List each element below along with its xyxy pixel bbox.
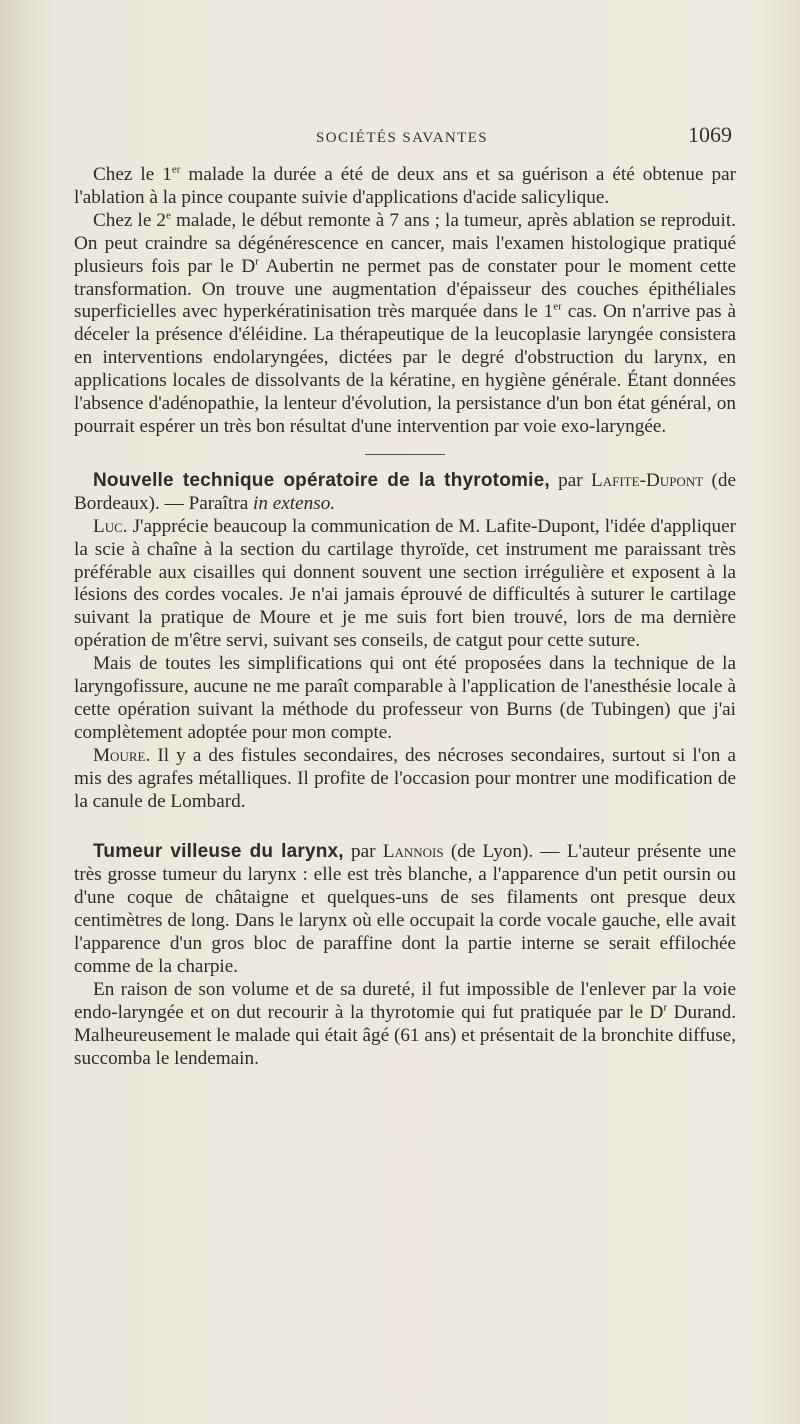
paragraph-text: (de Lyon). — L'auteur présente une très grosse tumeur du larynx : elle est très blanche, a l'apparence d'un petit oursin ou d'une coque de châtaigne et quelques-uns de ses filaments ont presque deux centimètres de long. Dans le larynx où elle occupait la corde vocale gauche, elle avait l'apparence d'un gros bloc de paraffine dont la partie interne se serait effilochée comme de la charpie. bbox=[74, 841, 737, 977]
paragraph-text: J'apprécie beaucoup la communication de M. Lafite-Dupont, l'idée d'appliquer la scie à chaîne à la section du cartilage thyroïde, cet instrument me paraissant très préférable aux cisailles qui donnent souvent une section irrégulière et exposent à la lésions des cordes vocales. Je n'ai jamais éprouvé de difficultés à suturer le cartilage suivant la pratique de Moure et je me suis fort bien trouvé, lors de ma dernière opération de m'être servi, suivant ses conseils, de catgut pour cette suture. bbox=[74, 515, 736, 652]
paragraph-tumor-outcome bbox=[74, 979, 736, 1071]
paragraph-text: malade la durée a été de deux ans et sa guérison a été obtenue par l'ablation à la pince coupante suivie d'applications d'acide salicylique. bbox=[74, 164, 737, 208]
paragraph-text: (de Bordeaux). — Paraîtra bbox=[74, 469, 736, 514]
superscript: e bbox=[166, 209, 171, 222]
superscript: r bbox=[663, 1001, 668, 1014]
running-header bbox=[74, 122, 732, 152]
paragraph-text: Il y a des fistules secondaires, des nécroses secondaires, surtout si l'on a mis des agrafes métalliques. Il profite de l'occasion pour montrer une modification de la canule de Lombard. bbox=[74, 744, 736, 812]
speaker-name: Luc. bbox=[93, 515, 128, 537]
header-title: SOCIÉTÉS SAVANTES bbox=[316, 130, 489, 146]
section-heading: Tumeur villeuse du larynx, bbox=[93, 841, 344, 863]
paragraph-text: Durand. Malheureusement le malade qui était âgé (61 ans) et présentait de la bronchite diffuse, succomba le lendemain. bbox=[74, 1001, 736, 1069]
paragraph-text: Mais de toutes les simplifications qui ont été proposées dans la technique de la laryngofissure, aucune ne me paraît comparable à l'application de l'anesthésie locale à cette opération suivant la méthode du professeur von Burns (de Tubingen) que j'ai complètement adoptée pour mon compte. bbox=[74, 653, 736, 743]
section-divider bbox=[365, 454, 445, 455]
section-tumor-heading-paragraph bbox=[74, 841, 736, 978]
superscript: r bbox=[255, 255, 259, 268]
section-spacer bbox=[74, 813, 736, 841]
paragraph-text: par bbox=[549, 469, 592, 491]
section-heading: Nouvelle technique opératoire de la thyrotomie, bbox=[93, 469, 550, 491]
paragraph-text: Aubertin ne permet pas de constater pour le moment cette transformation. On trouve une augmentation d'épaisseur des couches épithéliales superficielles avec hyperkératinisation très marquée dans le 1 bbox=[74, 255, 736, 323]
superscript: er bbox=[553, 301, 562, 314]
paragraph-text: malade, le début remonte à 7 ans ; la tumeur, après ablation se reproduit. On peut craindre sa dégénérescence en cancer, mais l'examen histologique pratiqué plusieurs fois par le D bbox=[74, 209, 736, 277]
paragraph-text: Chez le 2 bbox=[93, 209, 166, 231]
paragraph-second-patient bbox=[74, 210, 736, 439]
section-thyrotomy-heading-paragraph bbox=[74, 470, 736, 516]
author-name: Lafite-Dupont bbox=[591, 469, 704, 491]
paragraph-text: cas. On n'arrive pas à déceler la présence d'éléidine. La thérapeutique de la leucoplasie laryngée consistera en interventions endolaryngées, dictées par le degré d'obstruction du larynx, en applications locales de dissolvants de la kératine, en hygiène générale. Étant données l'absence d'adénopathie, la lenteur d'évolution, la persistance d'un bon état général, on pourrait espérer un très bon résultat d'une intervention par voie exo-laryngée. bbox=[74, 301, 736, 437]
paragraph-text: par bbox=[343, 841, 383, 863]
paragraph-text: Chez le 1 bbox=[93, 164, 172, 185]
paragraph-text: En raison de son volume et de sa dureté, il fut impossible de l'enlever par la voie endo-laryngée et on dut recourir à la thyrotomie qui fut pratiquée par le D bbox=[74, 978, 736, 1023]
superscript: er bbox=[171, 163, 181, 176]
paragraph-first-patient bbox=[74, 164, 736, 210]
paragraph-moure bbox=[74, 745, 736, 814]
page-number: 1069 bbox=[688, 122, 732, 147]
italic-text: in extenso. bbox=[253, 492, 336, 514]
paragraph-luc bbox=[74, 516, 736, 653]
speaker-name: Moure. bbox=[93, 744, 151, 766]
author-name: Lannois bbox=[382, 841, 444, 863]
page-content bbox=[74, 164, 736, 1071]
paragraph-simplifications bbox=[74, 653, 736, 745]
